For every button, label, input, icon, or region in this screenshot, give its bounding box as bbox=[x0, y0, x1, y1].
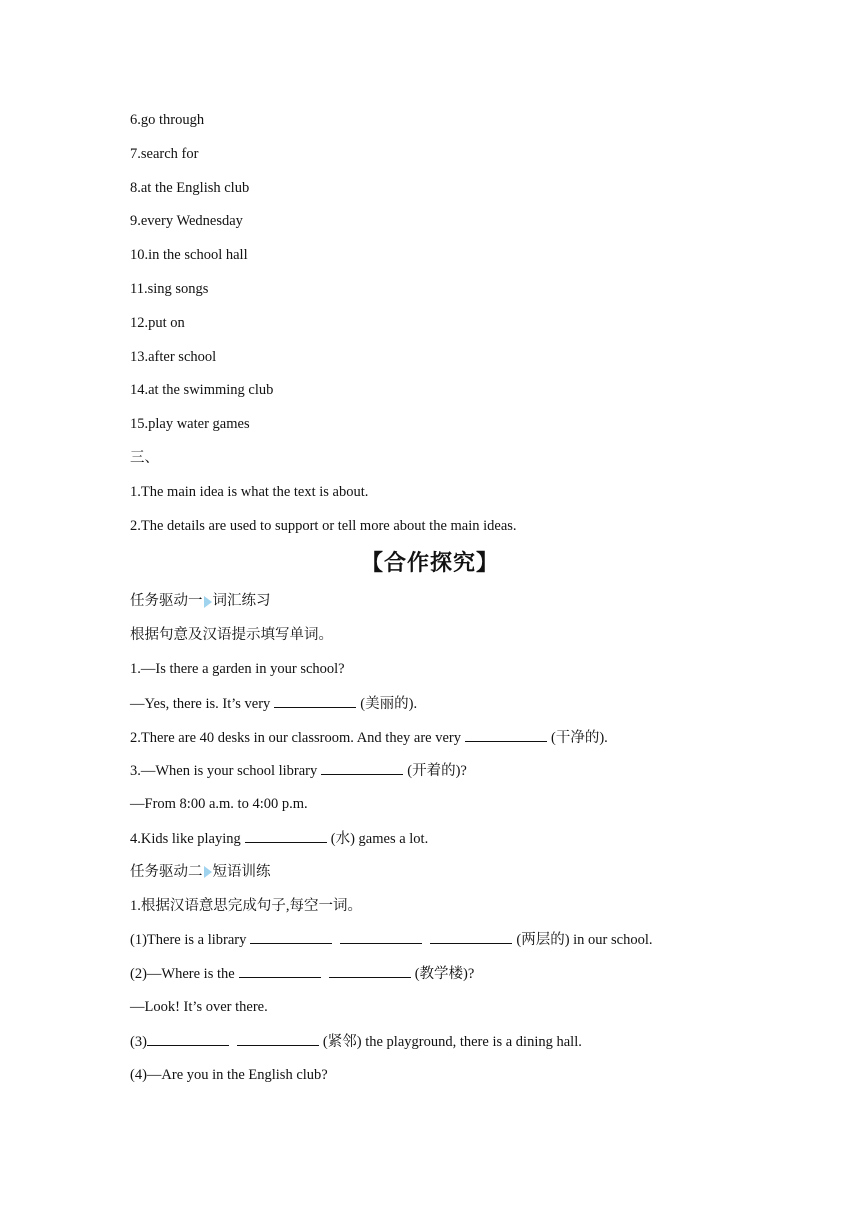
text: (水) games a lot. bbox=[330, 830, 429, 847]
question-1: 1.—Is there a garden in your school? bbox=[130, 660, 345, 677]
phrase-item: 10.in the school hall bbox=[130, 247, 248, 264]
task2-instruction: 1.根据汉语意思完成句子,每空一词。 bbox=[130, 897, 362, 914]
section-heading: 【合作探究】 bbox=[360, 551, 499, 577]
blank bbox=[321, 760, 403, 775]
blank bbox=[239, 963, 321, 978]
task2-title bbox=[130, 862, 730, 882]
answer-1 bbox=[130, 693, 730, 713]
text: (干净的). bbox=[550, 729, 608, 746]
arrow-icon bbox=[204, 596, 212, 608]
text: —Yes, there is. It’s very bbox=[130, 695, 271, 712]
text: (1)There is a library bbox=[130, 932, 247, 949]
phrase-item: 8.at the English club bbox=[130, 179, 250, 196]
blank bbox=[329, 963, 411, 978]
text: (紧邻) the playground, there is a dining hall. bbox=[322, 1033, 582, 1050]
phrase-item: 6.go through bbox=[130, 112, 205, 128]
phrase-item: 14.at the swimming club bbox=[130, 382, 274, 399]
text: (3) bbox=[130, 1033, 147, 1050]
phrase-question-4: (4)—Are you in the English club? bbox=[130, 1066, 328, 1083]
phrase-item: 11.sing songs bbox=[130, 280, 209, 297]
blank bbox=[250, 929, 332, 944]
task1-title-a: 任务驱动一 bbox=[130, 593, 203, 610]
phrase-item: 12.put on bbox=[130, 314, 185, 331]
task1-instruction: 根据句意及汉语提示填写单词。 bbox=[130, 627, 333, 644]
phrase-item: 13.after school bbox=[130, 348, 217, 365]
blank bbox=[147, 1031, 229, 1046]
text: 3.—When is your school library bbox=[130, 763, 318, 780]
section-label: 三、 bbox=[130, 449, 159, 466]
question-3 bbox=[130, 760, 730, 780]
text: (开着的)? bbox=[407, 763, 467, 780]
text: (2)—Where is the bbox=[130, 966, 235, 983]
text: 2.There are 40 desks in our classroom. And they are very bbox=[130, 729, 461, 746]
phrase-question-3 bbox=[130, 1031, 730, 1051]
phrase-item: 15.play water games bbox=[130, 416, 250, 433]
phrase-question-1 bbox=[130, 929, 730, 949]
phrase-item: 7.search for bbox=[130, 145, 199, 162]
arrow-icon bbox=[204, 866, 212, 878]
answer-3: —From 8:00 a.m. to 4:00 p.m. bbox=[130, 796, 308, 813]
blank bbox=[274, 693, 356, 708]
task1-title-b: 词汇练习 bbox=[212, 593, 271, 610]
text: 4.Kids like playing bbox=[130, 830, 241, 847]
phrase-item: 9.every Wednesday bbox=[130, 213, 243, 230]
text: (两层的) in our school. bbox=[516, 932, 653, 949]
phrase-question-2 bbox=[130, 963, 730, 983]
section-item: 1.The main idea is what the text is about. bbox=[130, 483, 369, 500]
task2-title-a: 任务驱动二 bbox=[130, 863, 203, 880]
blank bbox=[340, 929, 422, 944]
task2-title-b: 短语训练 bbox=[212, 863, 271, 880]
blank bbox=[465, 727, 547, 742]
question-4 bbox=[130, 828, 730, 848]
question-2 bbox=[130, 727, 730, 747]
phrase-answer-2: —Look! It’s over there. bbox=[130, 998, 268, 1015]
section-item: 2.The details are used to support or tell more about the main ideas. bbox=[130, 517, 517, 534]
blank bbox=[430, 929, 512, 944]
text: (美丽的). bbox=[360, 695, 418, 712]
document-page bbox=[130, 110, 730, 1098]
blank bbox=[237, 1031, 319, 1046]
blank bbox=[245, 828, 327, 843]
task1-title bbox=[130, 591, 730, 611]
text: (教学楼)? bbox=[414, 966, 475, 983]
